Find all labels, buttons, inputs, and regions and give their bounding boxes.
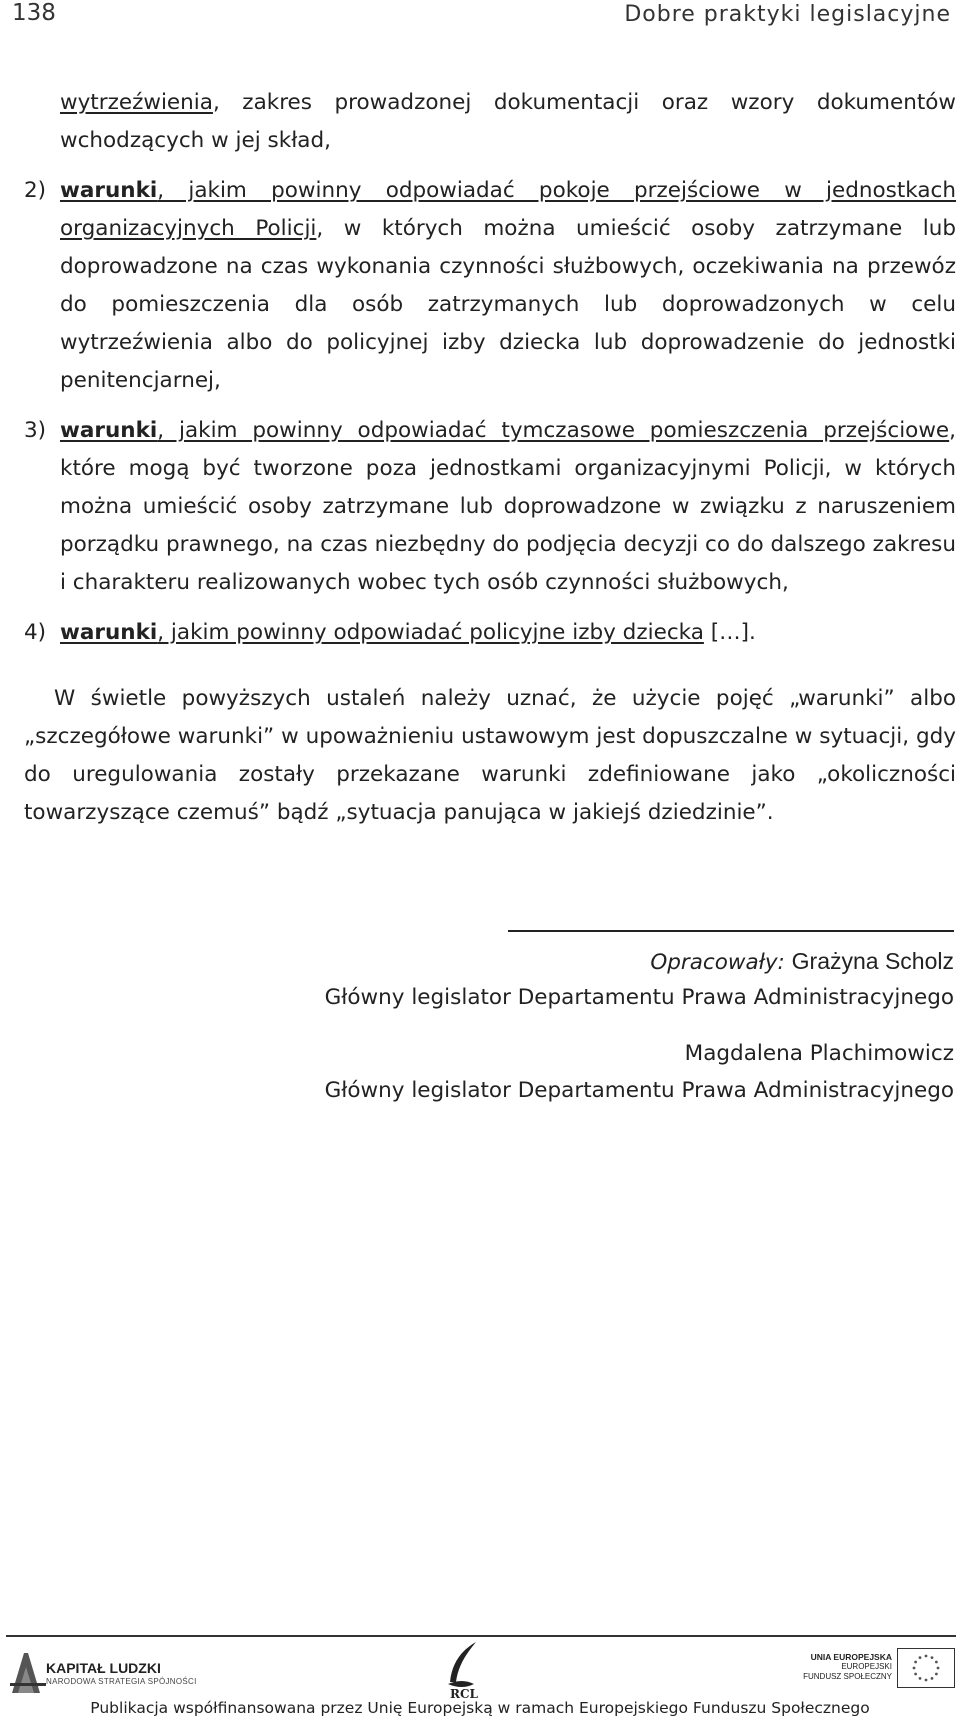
signature-label: Opracowały: <box>650 950 785 975</box>
eu-star <box>935 1661 938 1664</box>
list-number: 2) <box>24 178 47 203</box>
author-name-2: Magdalena Plachimowicz <box>684 1041 954 1066</box>
eu-star <box>931 1656 934 1659</box>
list-number: 3) <box>24 418 47 443</box>
bold-term: warunki <box>60 418 158 443</box>
signature-divider <box>508 930 954 932</box>
author-name-1: Grażyna Scholz <box>791 948 954 974</box>
kapital-ludzki-subtitle: NARODOWA STRATEGIA SPÓJNOŚCI <box>46 1677 197 1686</box>
author-role-1: Główny legislator Departamentu Prawa Administracyjnego <box>324 985 954 1010</box>
list-item-3: 3) warunki, jakim powinny odpowiadać tymczasowe pomieszczenia przejściowe, które mogą być tworzone poza jednostkami organizacyjnymi Policji, w których można umieścić osoby zatrzymane lub doprowadzone w związku z naruszeniem porządku prawnego, na czas niezbędny do podjęcia decyzji co do dalszego zakresu i charakteru realizowanych wobec tych osób czynności służbowych, <box>24 412 956 602</box>
eu-star <box>925 1655 928 1658</box>
eu-flag-icon <box>897 1648 955 1688</box>
eu-star <box>919 1656 922 1659</box>
footer-divider <box>6 1635 956 1637</box>
eu-star <box>925 1679 928 1682</box>
ue-label: UNIA EUROPEJSKA EUROPEJSKI FUNDUSZ SPOŁECZNY <box>803 1652 892 1681</box>
eu-star <box>931 1677 934 1680</box>
rcl-label: RCL <box>450 1687 478 1701</box>
eu-star <box>914 1661 917 1664</box>
eu-star <box>937 1667 940 1670</box>
eu-star <box>913 1667 916 1670</box>
list-continuation: wytrzeźwienia, zakres prowadzonej dokumentacji oraz wzory dokumentów wchodzących w jej skład, <box>60 90 956 153</box>
eu-star <box>919 1677 922 1680</box>
bold-term: warunki <box>60 620 158 645</box>
page-number: 138 <box>12 0 56 26</box>
conclusion-paragraph: W świetle powyższych ustaleń należy uznać, że użycie pojęć „warunki” albo „szczegółowe warunki” w upoważnieniu ustawowym jest dopuszczalne w sytuacji, gdy do uregulowania zostały przekazane warunki zdefiniowane jako „okoliczności towarzyszące czemuś” bądź „sytuacja panująca w jakiejś dziedzinie”. <box>24 686 956 825</box>
eu-star <box>914 1673 917 1676</box>
publication-note: Publikacja współfinansowana przez Unię Europejską w ramach Europejskiego Funduszu Społecznego <box>90 1699 870 1717</box>
bold-term: warunki <box>60 178 158 203</box>
author-role-2: Główny legislator Departamentu Prawa Administracyjnego <box>324 1078 954 1103</box>
kapital-ludzki-title: KAPITAŁ LUDZKI <box>46 1660 161 1676</box>
list-item-2: 2) warunki, jakim powinny odpowiadać pokoje przejściowe w jednostkach organizacyjnych Policji, w których można umieścić osoby zatrzymane lub doprowadzone na czas wykonania czynności służbowych, oczekiwania na przewóz do pomieszczenia dla osób zatrzymanych lub doprowadzonych w celu wytrzeźwienia albo do policyjnej izby dziecka lub doprowadzenie do jednostki penitencjarnej, <box>24 172 956 400</box>
eu-star <box>935 1673 938 1676</box>
signature-line-1 <box>650 948 954 975</box>
main-text <box>24 84 956 832</box>
underlined-term: wytrzeźwienia <box>60 90 213 115</box>
list-number: 4) <box>24 620 47 645</box>
running-title: Dobre praktyki legislacyjne <box>624 2 951 27</box>
list-item-4: 4) warunki, jakim powinny odpowiadać policyjne izby dziecka […]. <box>24 614 956 652</box>
